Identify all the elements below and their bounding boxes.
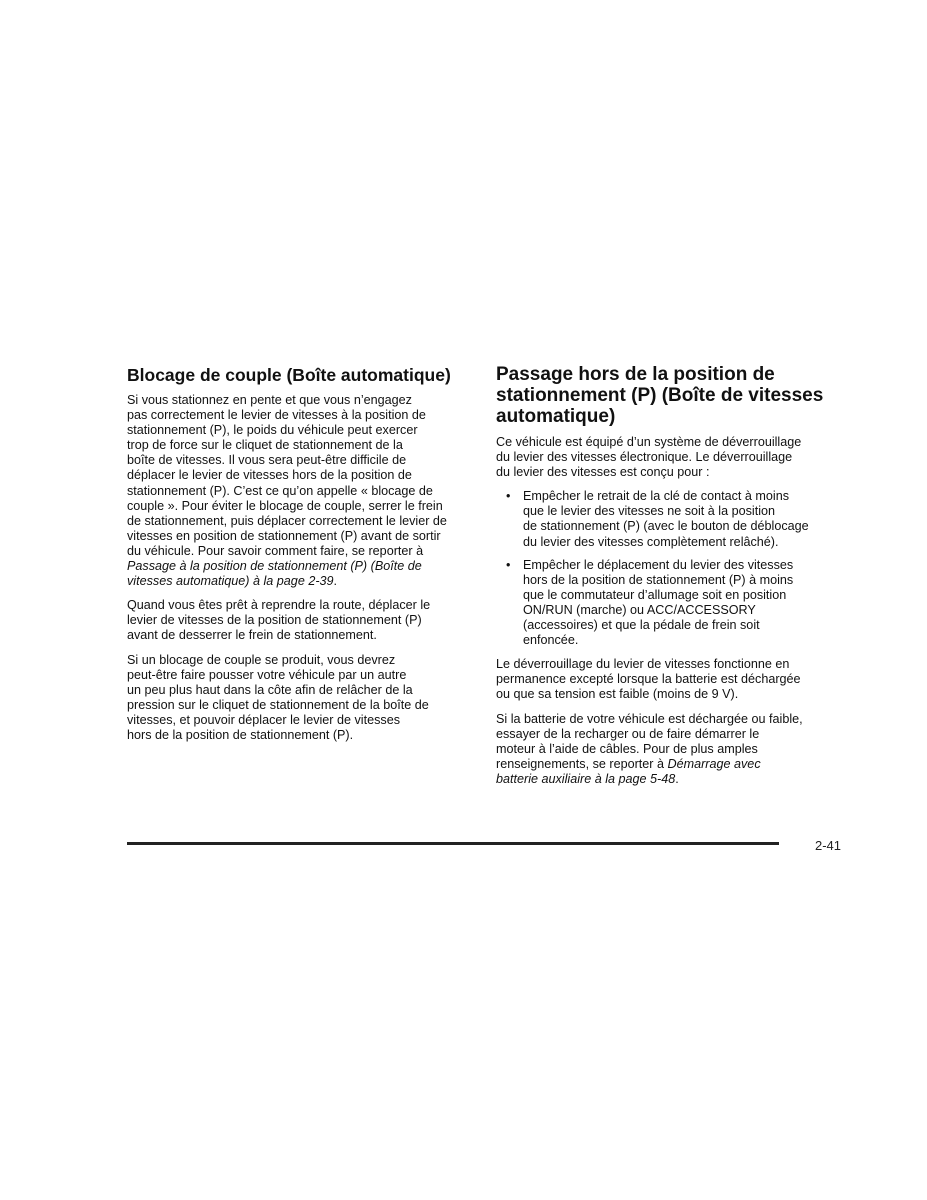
cross-reference-link[interactable]: Démarrage avec bbox=[667, 756, 761, 771]
text-line: déplacer le levier de vitesses hors de la position de bbox=[127, 468, 412, 483]
text-line: hors de la position de stationnement (P) à moins bbox=[523, 572, 794, 587]
text-line: essayer de la recharger ou de faire démarrer le bbox=[496, 726, 760, 741]
footer-rule bbox=[127, 842, 779, 845]
cross-reference-link[interactable]: Passage à la position de stationnement (P) (Boîte de bbox=[127, 559, 422, 574]
paragraph-ready-to-drive bbox=[127, 598, 475, 643]
punctuation: . bbox=[675, 771, 679, 786]
text-line: ou que sa tension est faible (moins de 9 V). bbox=[496, 687, 739, 702]
text-line: un peu plus haut dans la côte afin de relâcher de la bbox=[127, 682, 413, 697]
section-heading-shifting-out-of-park bbox=[496, 364, 846, 427]
text-line: moteur à l’aide de câbles. Pour de plus amples bbox=[496, 741, 758, 756]
bullet-list bbox=[496, 489, 846, 648]
text-line: Si vous stationnez en pente et que vous n’engagez bbox=[127, 393, 412, 407]
text-line: Quand vous êtes prêt à reprendre la route, déplacer le bbox=[127, 598, 431, 613]
bullet-icon: • bbox=[506, 489, 511, 504]
text-line: Si un blocage de couple se produit, vous devrez bbox=[127, 652, 396, 667]
text-line: boîte de vitesses. Il vous sera peut-être difficile de bbox=[127, 453, 407, 468]
paragraph-shift-lock-operation bbox=[496, 657, 846, 702]
text-line: vitesses en position de stationnement (P) avant de sortir bbox=[127, 528, 441, 543]
text-line: renseignements, se reporter à bbox=[496, 756, 668, 771]
text-line: du levier des vitesses est conçu pour : bbox=[496, 465, 710, 480]
text-line: du levier des vitesses complètement relâché). bbox=[523, 534, 779, 549]
cross-reference-link[interactable]: batterie auxiliaire à la page 5-48 bbox=[496, 771, 676, 786]
text-line: stationnement (P). C’est ce qu’on appelle « blocage de bbox=[127, 483, 433, 498]
section-heading-torque-lock: Blocage de couple (Boîte automatique) bbox=[127, 365, 451, 385]
text-line: trop de force sur le cliquet de stationnement de la bbox=[127, 438, 403, 453]
paragraph-torque-lock-intro bbox=[127, 393, 475, 589]
text-line: peut-être faire pousser votre véhicule par un autre bbox=[127, 667, 407, 682]
paragraph-battery bbox=[496, 712, 846, 787]
text-line: vitesses, et pouvoir déplacer le levier de vitesses bbox=[127, 712, 400, 727]
text-line: enfoncée. bbox=[523, 633, 579, 648]
bullet-icon: • bbox=[506, 557, 511, 572]
heading-line: automatique) bbox=[496, 406, 616, 427]
right-column bbox=[496, 364, 846, 796]
heading-line: stationnement (P) (Boîte de vitesses bbox=[496, 385, 824, 406]
text-line: de stationnement (P) (avec le bouton de déblocage bbox=[523, 519, 809, 534]
text-line: du levier des vitesses électronique. Le déverrouillage bbox=[496, 450, 793, 465]
list-item bbox=[496, 489, 846, 549]
text-line: Si la batterie de votre véhicule est déchargée ou faible, bbox=[496, 711, 803, 726]
text-line: avant de desserrer le frein de stationnement. bbox=[127, 628, 377, 643]
left-column bbox=[127, 364, 475, 752]
text-line: pression sur le cliquet de stationnement de la boîte de bbox=[127, 697, 429, 712]
list-item bbox=[496, 558, 846, 649]
text-line: Empêcher le retrait de la clé de contact à moins bbox=[523, 489, 789, 504]
text-line: Ce véhicule est équipé d’un système de déverrouillage bbox=[496, 435, 802, 449]
text-line: Empêcher le déplacement du levier des vitesses bbox=[523, 557, 794, 572]
text-line: stationnement (P), le poids du véhicule peut exercer bbox=[127, 423, 418, 438]
text-line: levier de vitesses de la position de stationnement (P) bbox=[127, 613, 422, 628]
text-line: (accessoires) et que la pédale de frein soit bbox=[523, 618, 760, 633]
paragraph-torque-lock-occurs bbox=[127, 653, 475, 744]
text-line: hors de la position de stationnement (P). bbox=[127, 727, 354, 742]
punctuation: . bbox=[333, 574, 338, 589]
cross-reference-link[interactable]: vitesses automatique) à la page 2-39 bbox=[127, 574, 334, 589]
text-line: de stationnement, puis déplacer correctement le levier de bbox=[127, 513, 447, 528]
text-line: ON/RUN (marche) ou ACC/ACCESSORY bbox=[523, 602, 756, 617]
text-line: Le déverrouillage du levier de vitesses fonctionne en bbox=[496, 657, 790, 672]
text-line: du véhicule. Pour savoir comment faire, se reporter à bbox=[127, 543, 424, 558]
paragraph-shift-lock-intro bbox=[496, 435, 846, 480]
text-line: que le levier des vitesses ne soit à la position bbox=[523, 504, 776, 519]
heading-line: Passage hors de la position de bbox=[496, 364, 775, 385]
page-number: 2-41 bbox=[815, 838, 842, 853]
text-line: permanence excepté lorsque la batterie est déchargée bbox=[496, 672, 801, 687]
text-line: que le commutateur d’allumage soit en position bbox=[523, 587, 787, 602]
text-line: pas correctement le levier de vitesses à la position de bbox=[127, 408, 426, 423]
text-line: couple ». Pour éviter le blocage de couple, serrer le frein bbox=[127, 498, 443, 513]
